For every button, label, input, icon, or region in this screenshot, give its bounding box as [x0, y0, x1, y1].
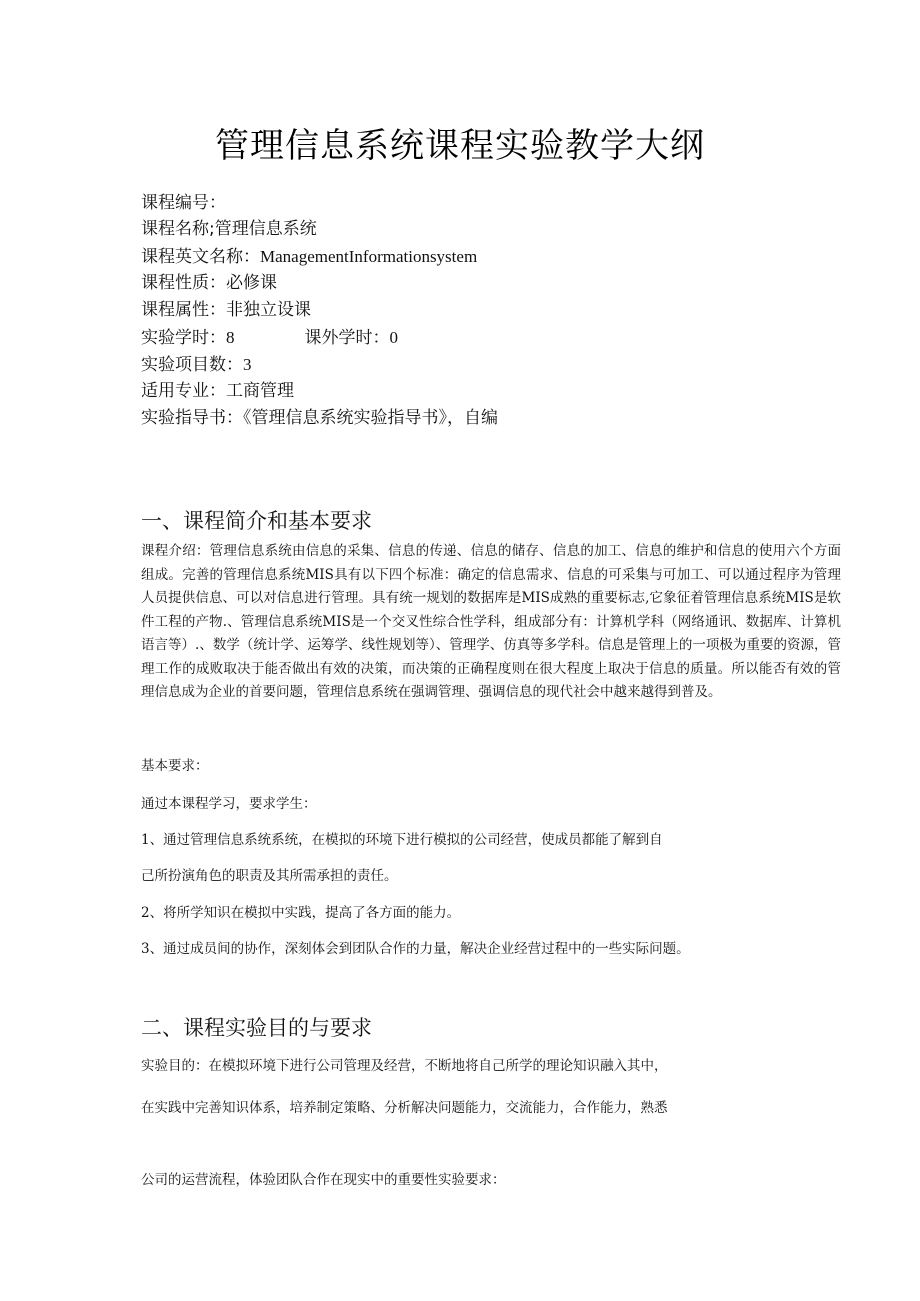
meta-value: 工商管理 [226, 381, 294, 401]
requirement-item-1: 1、通过管理信息系统系统，在模拟的环境下进行模拟的公司经营，使成员都能了解到自 [141, 832, 663, 848]
meta-major [141, 378, 498, 405]
section-heading-1: 一、课程简介和基本要求 [141, 509, 372, 533]
meta-label: 课程编号： [141, 193, 226, 213]
purpose-line-1: 实验目的：在模拟环境下进行公司管理及经营，不断地将自己所学的理论知识融入其中， [141, 1058, 668, 1074]
meta-hours [141, 324, 498, 351]
meta-guide-book [141, 405, 498, 432]
meta-label: 课程属性： [141, 300, 226, 320]
course-intro-paragraph: 课程介绍：管理信息系统由信息的采集、信息的传递、信息的储存、信息的加工、信息的维护和信息的使用六个方面组成。完善的管理信息系统MIS具有以下四个标准：确定的信息需求、信息的可采集与可加工、可以通过程序为管理人员提供信息、可以对信息进行管理。具有统一规划的数据库是MIS成熟的重要标志,它象征着管理信息系统MIS是软件工程的产物.、管理信息系统MIS是一个交叉性综合性学科，组成部分有：计算机学科（网络通讯、数据库、计算机语言等）.、数学（统计学、运筹学、线性规划等）、管理学、仿真等多学科。信息是管理上的一项极为重要的资源，管理工作的成败取决于能否做出有效的决策，而决策的正确程度则在很大程度上取决于信息的质量。所以能否有效的管理信息成为企业的首要问题，管理信息系统在强调管理、强调信息的现代社会中越来越得到普及。 [141, 543, 841, 700]
section-heading-2: 二、课程实验目的与要求 [141, 1016, 372, 1040]
requirements-lead: 通过本课程学习，要求学生： [141, 796, 317, 812]
meta-project-count [141, 351, 498, 378]
meta-course-name [141, 216, 498, 243]
meta-label: 课程英文名称： [141, 247, 260, 267]
meta-label: 课程名称; [141, 219, 215, 239]
meta-value: 8 [226, 328, 235, 347]
meta-course-attribute [141, 297, 498, 324]
meta-value: 非独立设课 [226, 300, 311, 320]
meta-label: 课程性质： [141, 273, 226, 293]
course-meta [141, 189, 498, 432]
meta-label: 适用专业： [141, 381, 226, 401]
meta-value: 《管理信息系统实验指导书》，自编 [243, 408, 498, 428]
meta-label: 实验指导书： [141, 408, 243, 428]
purpose-line-3: 公司的运营流程，体验团队合作在现实中的重要性实验要求： [141, 1172, 506, 1188]
requirement-item-3: 3、通过成员间的协作，深刻体会到团队合作的力量，解决企业经营过程中的一些实际问题。 [141, 941, 690, 957]
meta-value: ManagementInformationsystem [260, 247, 478, 266]
meta-course-code [141, 189, 498, 216]
requirement-item-1-cont: 己所扮演角色的职责及其所需承担的责任。 [141, 868, 398, 884]
requirement-item-2: 2、将所学知识在模拟中实践，提高了各方面的能力。 [141, 905, 461, 921]
meta-course-english-name [141, 243, 498, 270]
meta-course-nature [141, 270, 498, 297]
meta-label: 实验学时： [141, 328, 226, 348]
meta-value: 必修课 [226, 273, 277, 293]
meta-value: 管理信息系统 [214, 219, 317, 239]
meta-value: 0 [389, 328, 398, 347]
purpose-line-2: 在实践中完善知识体系，培养制定策略、分析解决问题能力，交流能力，合作能力，熟悉 [141, 1100, 668, 1116]
meta-label: 实验项目数： [141, 355, 243, 375]
meta-label: 课外学时： [304, 328, 390, 348]
requirements-label: 基本要求： [141, 758, 209, 774]
document-title: 管理信息系统课程实验教学大纲 [215, 126, 705, 166]
meta-value: 3 [243, 355, 252, 374]
